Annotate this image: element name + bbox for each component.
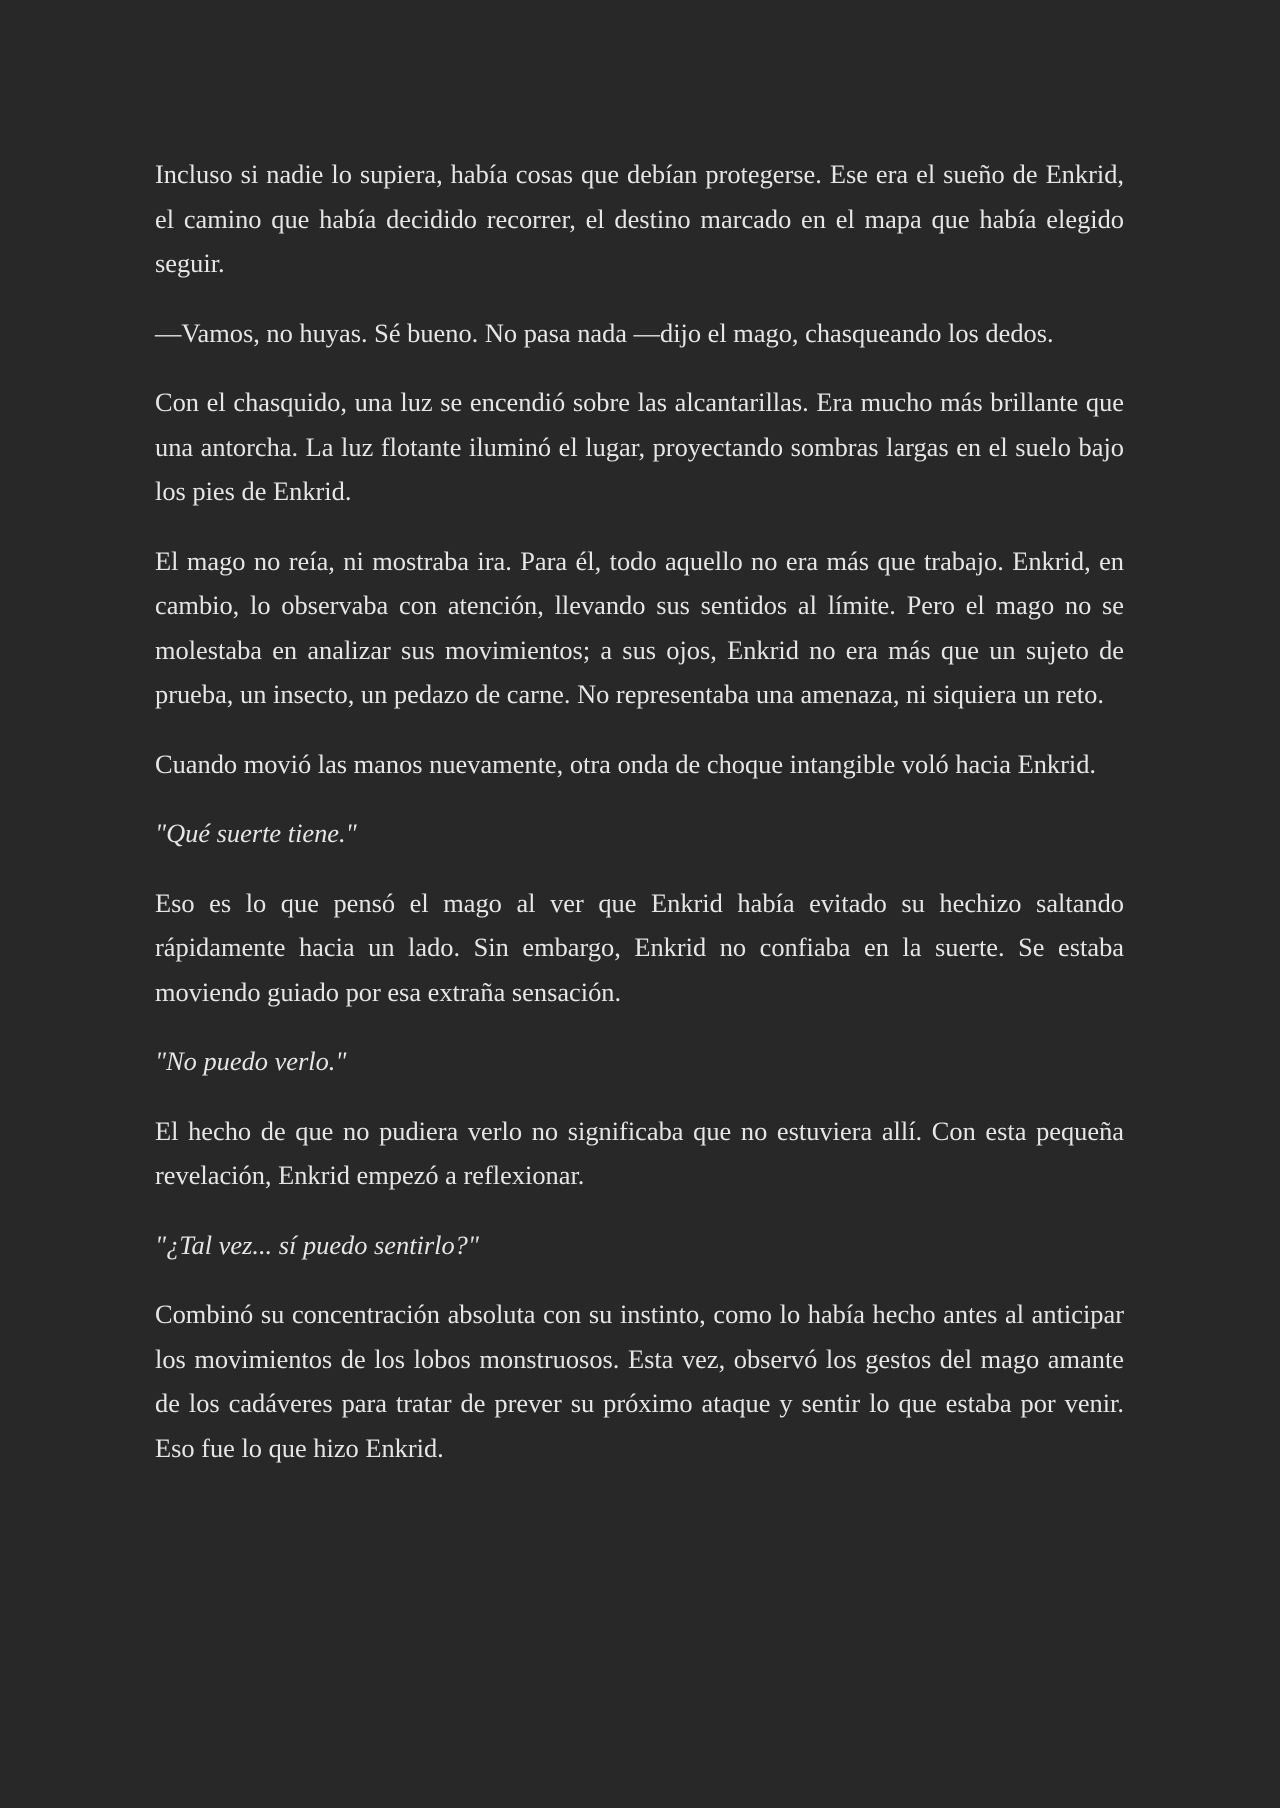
paragraph: Cuando movió las manos nuevamente, otra onda de choque intangible voló hacia Enkrid. <box>155 748 1097 779</box>
thought-paragraph: "Qué suerte tiene." <box>155 818 357 848</box>
thought-paragraph: "¿Tal vez... sí puedo sentirlo?" <box>155 1229 479 1260</box>
paragraph: Con el chasquido, una luz se encendió sobre las alcantarillas. Era mucho más brillante que una antorcha. La luz flotante iluminó el lugar, proyectando sombras largas en el suelo bajo los pies de Enkrid. <box>155 387 1124 506</box>
thought-paragraph: "No puedo verlo." <box>155 1046 347 1076</box>
reader-page <box>155 152 1124 1495</box>
paragraph: El mago no reía, ni mostraba ira. Para él, todo aquello no era más que trabajo. Enkrid, en cambio, lo observaba con atención, llevando sus sentidos al límite. Pero el mago no se molestaba en analizar sus movimientos; a sus ojos, Enkrid no era más que un sujeto de prueba, un insecto, un pedazo de carne. No representaba una amenaza, ni siquiera un reto. <box>155 545 1124 709</box>
dialogue-paragraph: —Vamos, no huyas. Sé bueno. No pasa nada —dijo el mago, chasqueando los dedos. <box>155 317 1054 348</box>
paragraph: Eso es lo que pensó el mago al ver que Enkrid había evitado su hechizo saltando rápidamente hacia un lado. Sin embargo, Enkrid no confiaba en la suerte. Se estaba moviendo guiado por esa extraña sensación. <box>155 887 1124 1007</box>
paragraph: El hecho de que no pudiera verlo no significaba que no estuviera allí. Con esta pequeña revelación, Enkrid empezó a reflexionar. <box>155 1115 1124 1190</box>
paragraph: Incluso si nadie lo supiera, había cosas que debían protegerse. Ese era el sueño de Enkrid, el camino que había decidido recorrer, el destino marcado en el mapa que había elegido seguir. <box>155 159 1124 278</box>
paragraph: Combinó su concentración absoluta con su instinto, como lo había hecho antes al anticipar los movimientos de los lobos monstruosos. Esta vez, observó los gestos del mago amante de los cadáveres para tratar de prever su próximo ataque y sentir lo que estaba por venir. Eso fue lo que hizo Enkrid. <box>155 1299 1124 1463</box>
